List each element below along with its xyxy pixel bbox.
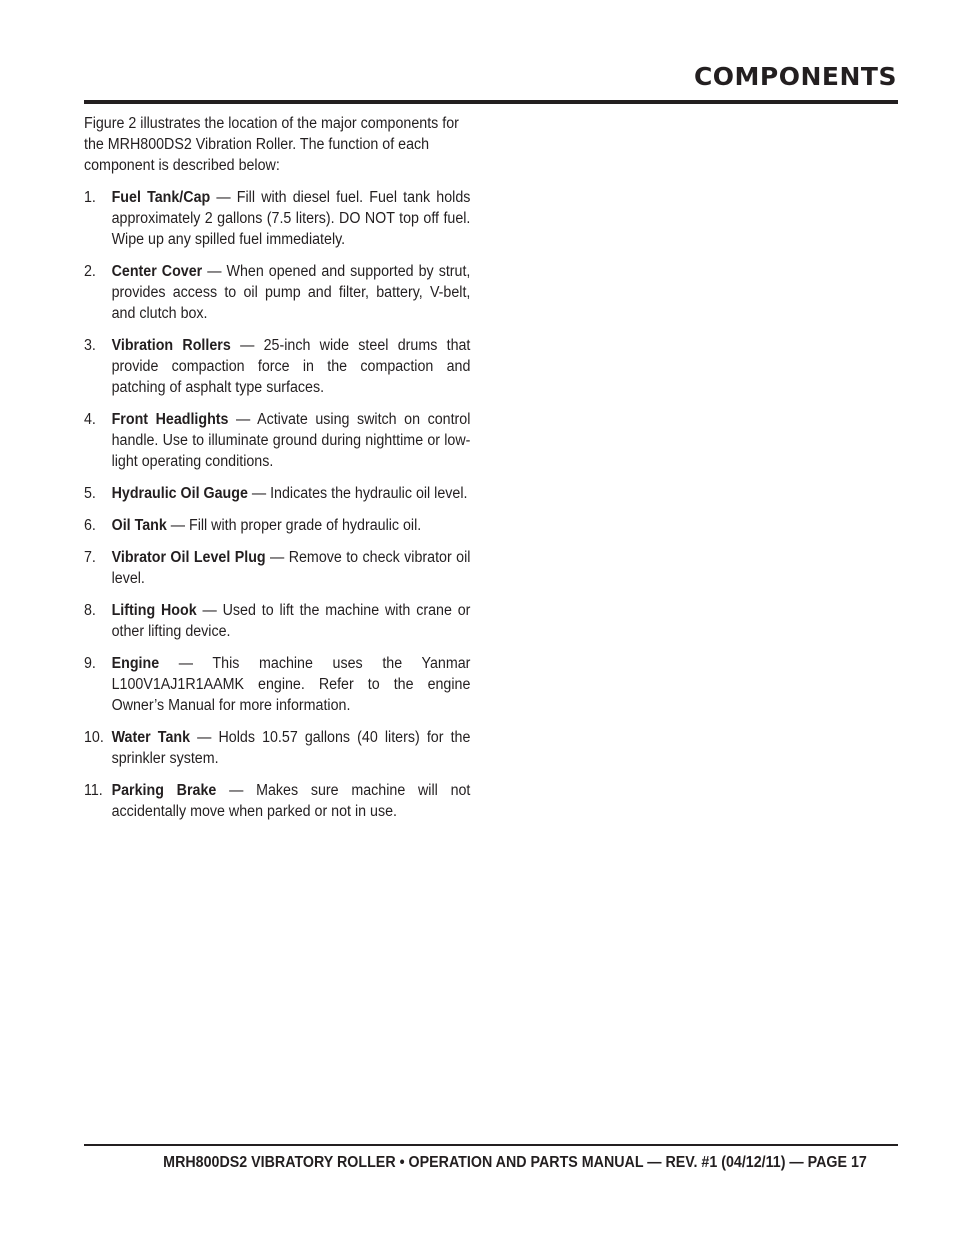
item-description: — Used to lift the machine with crane or other lifting device. <box>111 602 471 640</box>
item-term: Fuel Tank/Cap <box>111 189 211 206</box>
item-term: Hydraulic Oil Gauge <box>111 485 248 502</box>
header-rule <box>84 100 898 104</box>
item-number: 9. <box>84 655 96 672</box>
item-number: 6. <box>84 517 96 534</box>
item-term: Front Headlights <box>111 411 229 428</box>
item-number: 1. <box>84 189 96 206</box>
item-term: Water Tank <box>111 729 191 746</box>
item-number: 7. <box>84 549 96 566</box>
page-footer: MRH800DS2 VIBRATORY ROLLER • OPERATION AND PARTS MANUAL — REV. #1 (04/12/11) — PAGE 17 <box>163 1154 867 1171</box>
item-body <box>112 409 471 472</box>
page-title: COMPONENTS <box>693 62 897 91</box>
item-body <box>112 261 471 324</box>
item-number: 11. <box>84 782 103 799</box>
list-item <box>84 261 470 324</box>
item-description: — This machine uses the Yanmar L100V1AJ1R1AAMK engine. Refer to the engine Owner’s Manual for more information. <box>111 655 471 714</box>
list-item <box>84 187 470 250</box>
item-term: Engine <box>111 655 160 672</box>
item-number: 4. <box>84 411 96 428</box>
item-body <box>112 483 471 504</box>
item-term: Parking Brake <box>111 782 217 799</box>
list-item <box>84 409 470 472</box>
item-description: — Makes sure machine will not accidentally move when parked or not in use. <box>111 782 471 820</box>
item-term: Vibration Rollers <box>111 337 231 354</box>
item-number: 5. <box>84 485 96 502</box>
list-item <box>84 547 470 589</box>
intro-paragraph: Figure 2 illustrates the location of the major components for the MRH800DS2 Vibration Roller. The function of each component is described below: <box>84 115 459 174</box>
item-term: Oil Tank <box>111 517 167 534</box>
components-list <box>84 187 470 822</box>
item-description: — Fill with proper grade of hydraulic oil. <box>166 517 422 534</box>
item-number: 2. <box>84 263 96 280</box>
item-term: Vibrator Oil Level Plug <box>111 549 266 566</box>
item-number: 3. <box>84 337 96 354</box>
main-content <box>84 113 470 833</box>
item-number: 8. <box>84 602 96 619</box>
list-item <box>84 653 470 716</box>
item-term: Lifting Hook <box>111 602 197 619</box>
list-item <box>84 727 470 769</box>
item-body <box>112 335 471 398</box>
item-body <box>112 727 471 769</box>
item-body <box>112 780 471 822</box>
item-description: — Activate using switch on control handle. Use to illuminate ground during nighttime or low-light operating conditions. <box>111 411 471 470</box>
item-term: Center Cover <box>111 263 203 280</box>
list-item <box>84 515 470 536</box>
item-description: — When opened and supported by strut, provides access to oil pump and filter, battery, V-belt, and clutch box. <box>111 263 471 322</box>
item-body <box>112 547 471 589</box>
item-body <box>112 187 471 250</box>
item-description: — Remove to check vibrator oil level. <box>111 549 471 587</box>
footer-rule <box>84 1144 898 1146</box>
item-body <box>112 515 471 536</box>
list-item <box>84 483 470 504</box>
list-item <box>84 600 470 642</box>
item-number: 10. <box>84 729 104 746</box>
item-description: — Indicates the hydraulic oil level. <box>247 485 468 502</box>
item-body <box>112 600 471 642</box>
list-item <box>84 780 470 822</box>
list-item <box>84 335 470 398</box>
item-description: — Holds 10.57 gallons (40 liters) for the sprinkler system. <box>111 729 471 767</box>
item-body <box>112 653 471 716</box>
item-description: — Fill with diesel fuel. Fuel tank holds approximately 2 gallons (7.5 liters). DO NOT top off fuel. Wipe up any spilled fuel immediately. <box>111 189 471 248</box>
item-description: — 25-inch wide steel drums that provide compaction force in the compaction and patching of asphalt type surfaces. <box>111 337 471 396</box>
